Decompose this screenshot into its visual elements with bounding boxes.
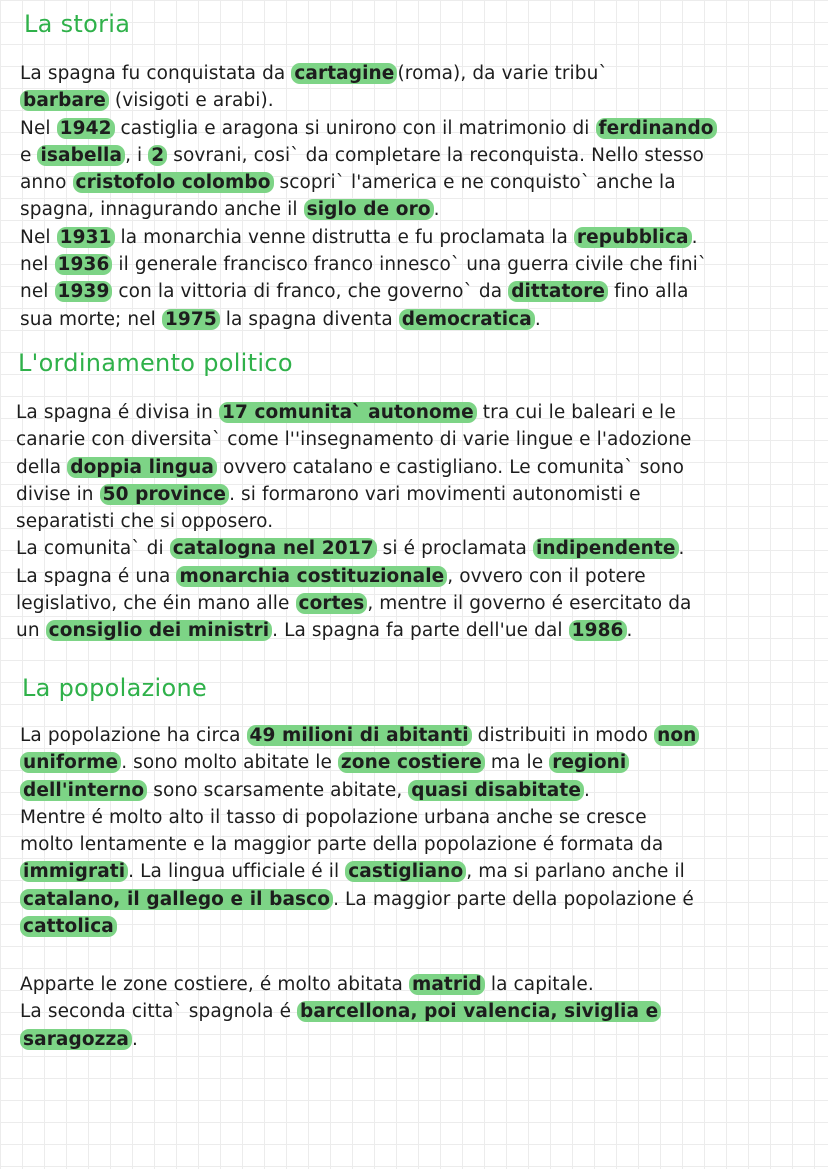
text-run: ovvero catalano e castigliano. Le comunita` sono xyxy=(217,456,684,478)
text-line xyxy=(20,913,820,940)
text-line xyxy=(20,142,820,169)
text-run: spagna, innagurando anche il xyxy=(20,199,304,221)
text-run: (roma), da varie tribu` xyxy=(397,63,608,84)
text-line xyxy=(20,278,820,305)
text-run: sovrani, cosi` da completare la reconquista. Nello stesso xyxy=(167,144,704,166)
highlighted-term: 1975 xyxy=(162,309,220,330)
text-run: . La spagna fa parte dell'ue dal xyxy=(272,620,569,642)
text-run: La spagna é una xyxy=(16,565,177,587)
text-run: nel xyxy=(20,281,55,303)
highlighted-term: ferdinando xyxy=(596,118,717,139)
text-line xyxy=(16,399,816,426)
text-run: La popolazione ha circa xyxy=(20,725,247,746)
highlighted-term: 1931 xyxy=(57,227,115,248)
text-run: della xyxy=(16,456,68,478)
highlighted-term: saragozza xyxy=(20,1029,132,1050)
highlighted-term: 1986 xyxy=(569,620,627,641)
highlighted-term: quasi disabitate xyxy=(408,780,584,801)
text-run: anno xyxy=(20,172,73,194)
text-line xyxy=(20,971,820,998)
section-title-storia: La storia xyxy=(24,10,131,38)
text-run: il generale francisco franco innesco` una guerra civile che fini` xyxy=(112,254,708,276)
highlighted-term: castigliano xyxy=(345,861,466,882)
text-run: , mentre il governo é esercitato da xyxy=(367,593,692,615)
text-run: molto lentamente e la maggior parte della popolazione é formata da xyxy=(20,834,664,856)
paragraph-storia xyxy=(20,60,820,333)
text-run: . La maggior parte della popolazione é xyxy=(333,888,694,910)
highlighted-term: consiglio dei ministri xyxy=(46,620,273,641)
text-run: Apparte le zone costiere, é molto abitata xyxy=(20,974,409,995)
highlighted-term: dittatore xyxy=(508,281,608,302)
text-run: Nel xyxy=(20,226,57,248)
text-line xyxy=(20,858,820,885)
text-line xyxy=(16,590,816,617)
text-line xyxy=(20,60,820,87)
text-run: , ovvero con il potere xyxy=(447,565,646,587)
text-run: . xyxy=(678,538,685,560)
highlighted-term: repubblica xyxy=(574,227,692,248)
highlighted-term: isabella xyxy=(37,145,125,166)
text-run: La seconda citta` spagnola é xyxy=(20,1001,298,1023)
text-run: legislativo, che éin mano alle xyxy=(16,593,296,615)
highlighted-term: monarchia costituzionale xyxy=(176,566,447,587)
text-run: distribuiti in modo xyxy=(471,725,655,746)
text-line xyxy=(20,224,820,251)
text-line xyxy=(20,87,820,114)
text-run: , i xyxy=(125,144,149,166)
text-line xyxy=(20,306,820,333)
text-run: fino alla xyxy=(608,281,689,303)
highlighted-term: non xyxy=(654,725,699,746)
highlighted-term: zone costiere xyxy=(338,752,485,773)
highlighted-term: dell'interno xyxy=(20,780,147,801)
text-run: . xyxy=(691,226,698,248)
text-run: La spagna fu conquistata da xyxy=(20,63,292,84)
text-line xyxy=(16,508,816,535)
highlighted-term: cartagine xyxy=(291,63,397,84)
text-run: Nel xyxy=(20,117,57,139)
text-line xyxy=(16,454,816,481)
text-run: La comunita` di xyxy=(16,538,170,560)
text-run: . La lingua ufficiale é il xyxy=(128,861,346,883)
text-line xyxy=(20,196,820,223)
highlighted-term: catalogna nel 2017 xyxy=(170,538,377,559)
text-run: sono scarsamente abitate, xyxy=(147,779,409,801)
text-run: . si formarono vari movimenti autonomisti e xyxy=(229,483,641,505)
highlighted-term: catalano, il gallego e il basco xyxy=(20,889,333,910)
text-line xyxy=(20,251,820,278)
text-run: la monarchia venne distrutta e fu proclamata la xyxy=(114,226,574,248)
text-run: tra cui le baleari e le xyxy=(476,402,676,423)
text-run: nel xyxy=(20,254,55,276)
highlighted-term: 2 xyxy=(148,145,167,166)
paragraph-ordinamento xyxy=(16,399,816,645)
text-run: La spagna é divisa in xyxy=(16,402,219,423)
text-run: . xyxy=(433,199,440,221)
text-run: Mentre é molto alto il tasso di popolazione urbana anche se cresce xyxy=(20,806,647,828)
highlighted-term: indipendente xyxy=(533,538,679,559)
highlighted-term: immigrati xyxy=(20,861,128,882)
highlighted-term: 17 comunita` autonome xyxy=(219,402,477,423)
highlighted-term: 49 milioni di abitanti xyxy=(247,725,472,746)
text-run: (visigoti e arabi). xyxy=(108,90,274,112)
text-run: castiglia e aragona si unirono con il matrimonio di xyxy=(114,117,596,139)
highlighted-term: 1939 xyxy=(55,281,113,302)
highlighted-term: uniforme xyxy=(20,752,121,773)
highlighted-term: cristofolo colombo xyxy=(73,172,274,193)
highlighted-term: 1942 xyxy=(57,118,115,139)
highlighted-term: 1936 xyxy=(55,254,113,275)
text-line xyxy=(20,722,820,749)
text-line xyxy=(16,617,816,644)
text-line xyxy=(16,563,816,590)
text-run: con la vittoria di franco, che governo` da xyxy=(112,281,509,303)
text-run: . xyxy=(626,620,633,642)
text-run: si é proclamata xyxy=(376,538,533,560)
text-run: separatisti che si opposero. xyxy=(16,511,274,533)
text-run: divise in xyxy=(16,483,100,505)
text-line xyxy=(20,886,820,913)
text-line xyxy=(16,535,816,562)
text-line xyxy=(20,169,820,196)
text-line xyxy=(20,1026,820,1053)
highlighted-term: barbare xyxy=(20,90,109,111)
text-run: scopri` l'america e ne conquisto` anche la xyxy=(273,172,676,194)
highlighted-term: doppia lingua xyxy=(67,457,217,478)
section-title-popolazione: La popolazione xyxy=(22,674,208,702)
highlighted-term: cortes xyxy=(296,593,368,614)
text-line xyxy=(20,749,820,776)
section-title-ordinamento: L'ordinamento politico xyxy=(18,349,293,377)
text-run: . sono molto abitate le xyxy=(121,752,338,774)
text-run: ma le xyxy=(484,752,550,774)
text-run: la capitale. xyxy=(484,974,594,995)
text-line xyxy=(16,481,816,508)
text-run: sua morte; nel xyxy=(20,308,162,330)
highlighted-term: 50 province xyxy=(100,484,229,505)
text-run: . xyxy=(131,1028,138,1050)
text-line xyxy=(20,998,820,1025)
text-run: . xyxy=(534,308,541,330)
text-line xyxy=(20,804,820,831)
paragraph-citta xyxy=(20,971,820,1053)
text-run: . xyxy=(583,779,590,801)
highlighted-term: cattolica xyxy=(20,916,117,937)
text-run: la spagna diventa xyxy=(219,308,399,330)
text-line xyxy=(16,426,816,453)
highlighted-term: siglo de oro xyxy=(304,199,434,220)
text-line xyxy=(20,777,820,804)
text-line xyxy=(20,831,820,858)
text-run: e xyxy=(20,144,38,166)
highlighted-term: matrid xyxy=(409,974,485,995)
text-line xyxy=(20,115,820,142)
highlighted-term: barcellona, poi valencia, siviglia e xyxy=(297,1001,661,1022)
highlighted-term: democratica xyxy=(399,309,535,330)
text-run: un xyxy=(16,620,46,642)
text-run: canarie con diversita` come l''insegnamento di varie lingue e l'adozione xyxy=(16,429,692,451)
text-run: , ma si parlano anche il xyxy=(466,861,685,883)
paragraph-popolazione xyxy=(20,722,820,940)
highlighted-term: regioni xyxy=(549,752,629,773)
